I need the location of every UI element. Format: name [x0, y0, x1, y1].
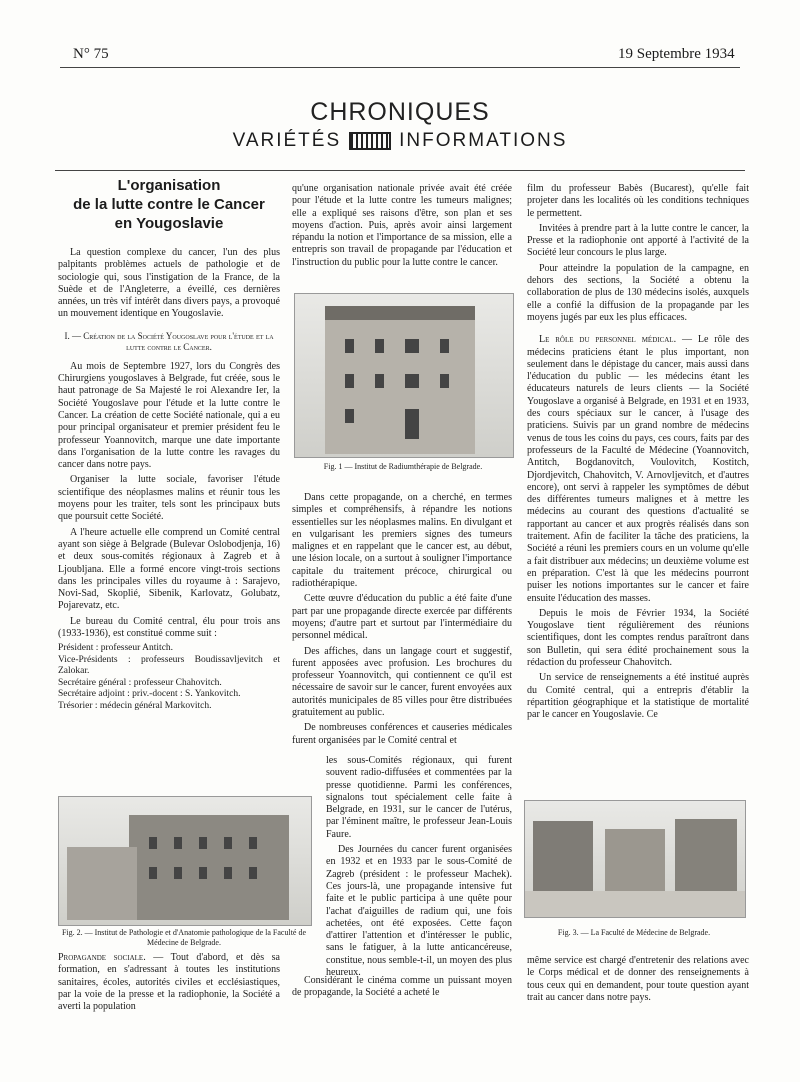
- figure-3-photo: [524, 800, 746, 918]
- issue-date: 19 Septembre 1934: [618, 46, 735, 62]
- figure-1-caption: Fig. 1 — Institut de Radiumthérapie de Belgrade.: [323, 462, 483, 471]
- board-line: Vice-Présidents : professeurs Boudissavljevitch et Zalokar.: [58, 654, 280, 677]
- board-line: Trésorier : médecin général Markovitch.: [58, 700, 212, 711]
- paragraph: Le rôle du personnel médical. — Le rôle des médecins praticiens étant le plus important, non seulement dans le dépistage du cancer, mais aussi dans l'éducation du public — les médecins étant les éducateurs naturels de leurs clients — la Société Yougoslave a organisé à Belgrade, en 1931 et en 1933, des cours spéciaux sur le cancer, à l'usage des praticiens. Suivis par un grand nombre de médecins venus de tous les coins du pays, ces cours, faits par des professeurs de la Faculté de Médecine (Yoannovitch, Antitch, Bogdanovitch, Voulovitch, Kostitch, Djordjevitch, Chahovitch, V. Arnovljevitch, et d'autres encore), ont servi à rappeler les symptômes de début des différentes tumeurs malignes et à mettre les médecins au courant des questions d'actualité se rapportant au cancer et aux progrès réalisés dans son traitement. Afin de faciliter la tâche des praticiens, la Société a réuni les premiers cours en un volume qu'elle a fait distribuer aux médecins; un deuxième volume est en préparation. C'est là que les médecins pourront puiser les notions importantes sur le cancer et faire ensuite l'éducation des masses.: [527, 334, 749, 604]
- run-in-head: Propagande sociale.: [58, 952, 146, 963]
- column-2-middle: [292, 492, 512, 747]
- ornament-logo-icon: [349, 132, 391, 150]
- paragraph: film du professeur Babès (Bucarest), qu'elle fait projeter dans les localités où les conditions techniques le permettent.: [527, 183, 749, 219]
- paragraph: Considérant le cinéma comme un puissant moyen de propagande, la Société a acheté le: [292, 975, 512, 999]
- board-line: Secrétaire adjoint : priv.-docent : S. Yankovitch.: [58, 689, 241, 700]
- board-list: [58, 643, 280, 712]
- board-line: Président : professeur Antitch.: [58, 643, 174, 654]
- figure-1-photo: [294, 293, 514, 458]
- intro-paragraph: La question complexe du cancer, l'un des plus palpitants problèmes actuels de pathologie et de sociologie qui, sous l'instigation de la France, de la Suède et de l'Angleterre, a éveillé, ces dernières années, un très vif intérêt dans divers pays, a provoqué un mouvement identique en Yougoslavie.: [58, 247, 280, 320]
- paragraph: Un service de renseignements a été institué auprès du Comité central, qui a entrepris d'établir la répartition géographique et la statistique de mortalité par le cancer en Yougoslavie. Ce: [527, 672, 749, 721]
- column-1: [58, 176, 280, 712]
- figure-2-caption: Fig. 2. — Institut de Pathologie et d'Anatomie pathologique de la Faculté de Médecine de Belgrade.: [61, 928, 307, 947]
- paragraph: Le bureau du Comité central, élu pour trois ans (1933-1936), est constitué comme suit :: [58, 615, 280, 640]
- column-2-bottom: [292, 975, 512, 1003]
- paragraph: les sous-Comités régionaux, qui furent souvent radio-diffusées et commentées par la presse quotidienne. Parmi les conférences, signalons tout spécialement celle faite à Belgrade, en 1931, sur le cancer de l'utérus, par l'éminent maître, le professeur Jean-Louis Faure.: [326, 755, 512, 840]
- paragraph: Dans cette propagande, on a cherché, en termes simples et compréhensifs, à répandre les notions essentielles sur les néoplasmes malins. En divulgant et en vulgarisant les premiers signes des tumeurs malignes et en rappelant que le cancer est, au début, une lésion locale, on a surtout à souligner l'importance capitale du traitement précoce, chirurgical ou radiothérapique.: [292, 492, 512, 590]
- paragraph: Organiser la lutte sociale, favoriser l'étude scientifique des néoplasmes malins et réunir tous les moyens pour les traiter, tels sont les principaux buts que poursuit cette Société.: [58, 474, 280, 523]
- paragraph: Cette œuvre d'éducation du public a été faite d'une part par une propagande directe exercée par différents moyens; d'autre part et surtout par l'intermédiaire du personnel médical.: [292, 593, 512, 642]
- paragraph: Propagande sociale. — Tout d'abord, et dès sa formation, en s'adressant à toutes les institutions sanitaires, écoles, autorités civiles et ecclésiastiques, par la voie de la presse et la radiophonie, la Société a averti la population: [58, 952, 280, 1013]
- header-rule: [60, 67, 740, 68]
- paragraph: Des affiches, dans un langage court et suggestif, furent apposées avec profusion. Les brochures du professeur Yoannovitch, qui contiennent ce qu'il est nécessaire de savoir sur le cancer, furent envoyées aux autorités municipales de 85 villes pour être distribuées gratuitement au public.: [292, 645, 512, 719]
- column-1-bottom: [58, 952, 280, 1016]
- paragraph: A l'heure actuelle elle comprend un Comité central ayant son siège à Belgrade (Bulevar Oslobodjenja, 16) et deux sous-comités régionaux à Zagreb et à Ljoubljana. Elle a formé encore vingt-trois sections dans les principales villes du royaume à : Sarajevo, Novi-Sad, Skoplié, Sibenik, Karlovatz, Golubatz, Pojarevatz, etc.: [58, 526, 280, 612]
- page-title: CHRONIQUES: [310, 98, 490, 126]
- section-heading: I. — Création de la Société Yougoslave pour l'étude et la lutte contre le Cancer.: [64, 330, 274, 352]
- column-3: [527, 183, 749, 724]
- paragraph: Pour atteindre la population de la campagne, en dehors des sections, la Société a obtenu la collaboration de plus de 130 médecins isolés, auxquels elle a confié la diffusion de la propagande par les moyens jugés par eux les plus efficaces.: [527, 262, 749, 323]
- paragraph: Des Journées du cancer furent organisées en 1932 et en 1933 par le sous-Comité de Zagreb (président : le professeur Machek). Ces jours-là, une propagande intensive fut faite et le public participa à une quête pour l'achat d'aiguilles de radium qui, une fois achetées, ont été exposées. Cette façon d'attirer l'attention et d'intéresser le public, sans le fatiguer, à la lutte anticancéreuse, constitue, nous semble-t-il, un moyen des plus heureux.: [326, 844, 512, 979]
- title-rule: [55, 170, 745, 171]
- paragraph: Invitées à prendre part à la lutte contre le cancer, la Presse et la radiophonie ont apporté à l'activité de la Société leur concours le plus large.: [527, 222, 749, 259]
- column-2-wrap: [326, 755, 512, 982]
- column-3-bottom: [527, 955, 749, 1007]
- column-2-top: [292, 183, 512, 272]
- paragraph: De nombreuses conférences et causeries médicales furent organisées par le Comité central et: [292, 722, 512, 746]
- subtitle-left: VARIÉTÉS: [232, 130, 342, 151]
- article-title: L'organisation de la lutte contre le Cancer en Yougoslavie: [73, 177, 265, 232]
- run-in-head: Le rôle du personnel médical.: [539, 334, 677, 346]
- paragraph: qu'une organisation nationale privée avait été créée pour l'étude et la lutte contre les tumeurs malignes; elle a expliqué ses raisons d'être, son plan et ses moyens d'action. Puis, après avoir ainsi largement répandu la notion et l'importance de sa mission, elle a entrepris son travail de propagande par l'éducation et l'instruction du public pour la lutte contre le cancer.: [292, 183, 512, 268]
- paragraph: Depuis le mois de Février 1934, la Société Yougoslave tient régulièrement des réunions scientifiques, dont les comptes rendus paraîtront dans son Bulletin, qui sera édité prochainement sous la rédaction du professeur Chahovitch.: [527, 607, 749, 668]
- subtitle-right: INFORMATIONS: [399, 130, 568, 151]
- figure-3-caption: Fig. 3. — La Faculté de Médecine de Belgrade.: [557, 928, 711, 937]
- issue-number: N° 75: [73, 46, 109, 62]
- page-subtitle: [0, 130, 800, 152]
- paragraph: même service est chargé d'entretenir des relations avec le Corps médical et de donner des renseignements à tous ceux qui en demandent, pour toute question ayant trait au cancer dans notre pays.: [527, 955, 749, 1003]
- figure-2-photo: [58, 796, 312, 926]
- paragraph: Au mois de Septembre 1927, lors du Congrès des Chirurgiens yougoslaves à Belgrade, fut créée, sous le haut patronage de Sa Majesté le roi Alexandre Ier, la Société Yougoslave pour l'étude et la lutte contre le Cancer. La création de cette Société nationale, qui a eu pour principal organisateur et premier président feu le professeur Yoannovitch, marque une date importante dans l'organisation de la lutte contre les ravages du cancer dans notre pays.: [58, 360, 280, 471]
- board-line: Secrétaire général : professeur Chahovitch.: [58, 677, 222, 688]
